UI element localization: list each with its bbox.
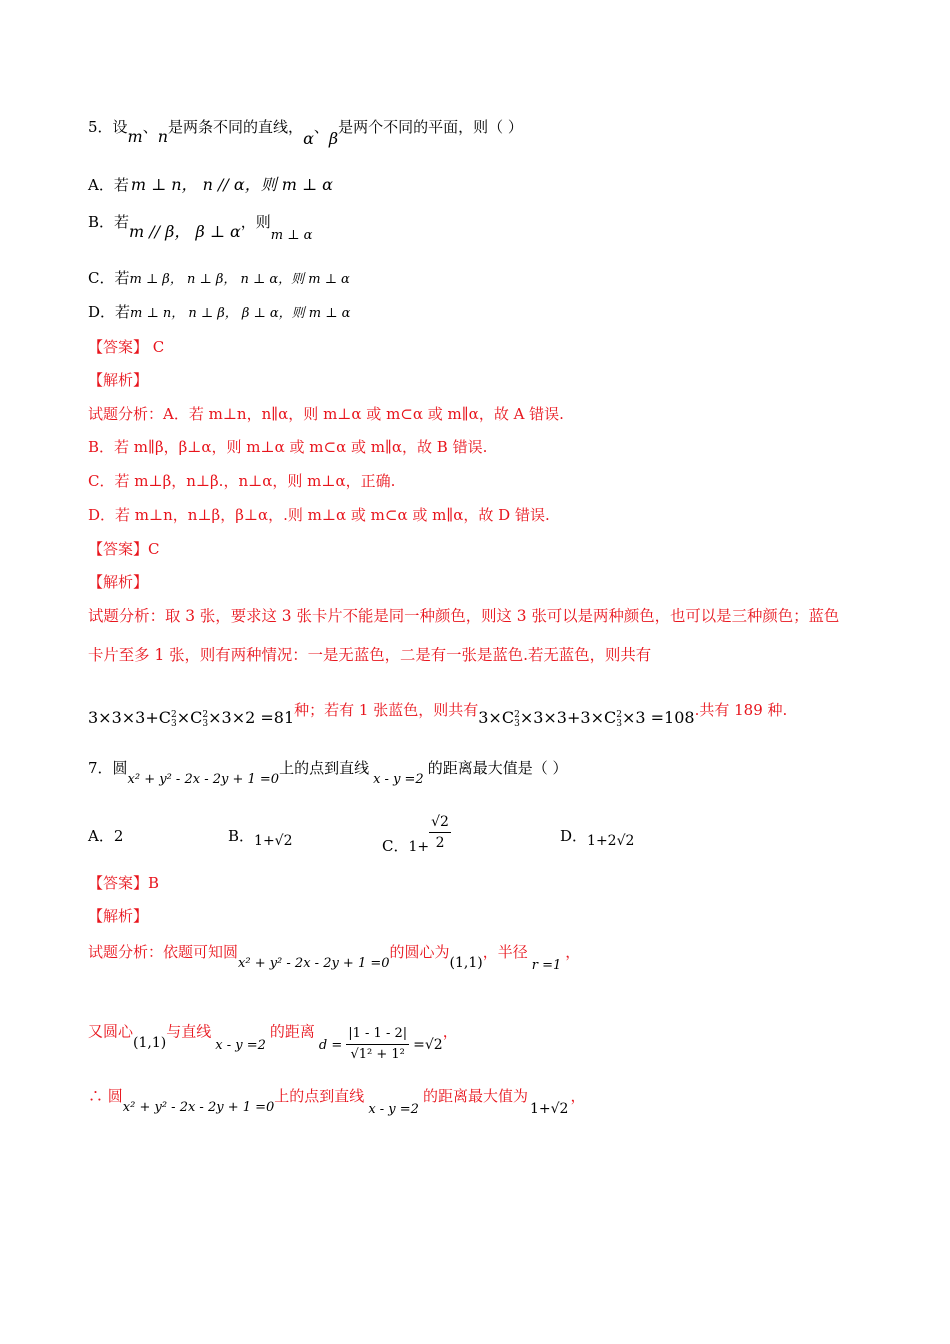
q7-text2: 的距离最大值是（ ） xyxy=(427,759,568,777)
answer-label: 【答案】 xyxy=(88,874,149,892)
text: ， xyxy=(570,1087,586,1105)
q7-option-b xyxy=(228,825,293,849)
q5-analysis-4: D．若 m⊥n，n⊥β，β⊥α，.则 m⊥α 或 m⊂α 或 m∥α，故 D 错误. xyxy=(88,506,550,524)
q7-number: 7．圆 xyxy=(88,759,128,777)
option-math: m // β， β ⊥ α xyxy=(129,222,241,241)
formula-part: ×3 =108 xyxy=(621,708,695,727)
option-math: m ⊥ n， n // α，则 m ⊥ α xyxy=(130,175,333,194)
formula-part: ×C xyxy=(176,708,203,727)
sub: 3 xyxy=(616,719,622,729)
text: 的距离最大值为 xyxy=(422,1087,528,1105)
text: 试题分析：依题可知圆 xyxy=(88,943,239,961)
formula-1 xyxy=(88,708,294,727)
sup: 2 xyxy=(202,710,209,720)
q6-analysis-2: 卡片至多 1 张，则有两种情况：一是无蓝色，二是有一张是蓝色.若无蓝色，则共有 xyxy=(88,646,652,664)
option-math: 1+2√2 xyxy=(587,833,635,849)
answer-value: C xyxy=(148,540,160,558)
radius: r =1 xyxy=(531,958,562,973)
option-label: C．若 xyxy=(88,269,130,287)
answer-label: 【答案】 xyxy=(88,338,149,356)
formula-part: ×3×2 =81 xyxy=(208,708,295,727)
q5-option-c xyxy=(88,268,350,290)
q5-answer xyxy=(88,337,164,357)
text: 的距离 xyxy=(269,1022,315,1041)
denominator: 2 xyxy=(435,835,445,851)
q5-analysis-label: 【解析】 xyxy=(88,371,149,389)
option-label: A．若 xyxy=(88,176,129,194)
sub: 3 xyxy=(171,719,177,729)
q5-analysis-2: B．若 m∥β，β⊥α，则 m⊥α 或 m⊂α 或 m∥α，故 B 错误. xyxy=(88,438,488,456)
distance-result: =√2 xyxy=(413,1036,443,1053)
answer-value: B xyxy=(148,874,160,892)
formula-part: 3×3×3+C xyxy=(88,708,171,727)
line-equation: x - y =2 xyxy=(368,1102,419,1117)
text: ， xyxy=(565,943,581,961)
option-label: D．若 xyxy=(88,303,131,321)
q5-option-d xyxy=(88,302,350,324)
q6-text-end: .共有 189 种. xyxy=(694,701,788,719)
sep: 、 xyxy=(142,118,158,136)
q5-number: 5．设 xyxy=(88,118,128,136)
option-text: ，则 xyxy=(240,213,271,231)
denominator: √1² + 1² xyxy=(350,1047,405,1062)
q7-text1: 上的点到直线 xyxy=(279,759,370,777)
option-math: 1+ xyxy=(408,838,430,855)
var-alpha: α xyxy=(303,129,314,148)
q5-option-b xyxy=(88,212,313,243)
q7-analysis-3 xyxy=(88,1086,586,1117)
q5-text1: 是两条不同的直线， xyxy=(168,118,304,136)
q5-analysis-1: 试题分析：A．若 m⊥n，n∥α，则 m⊥α 或 m⊂α 或 m∥α，故 A 错误. xyxy=(88,405,564,423)
sep: 、 xyxy=(313,118,329,136)
line-equation: x - y =2 xyxy=(215,1037,266,1053)
formula-part: ×3×3+3×C xyxy=(519,708,617,727)
circle-equation: x² + y² - 2x - 2y + 1 =0 xyxy=(238,956,390,971)
var-n: n xyxy=(157,127,169,146)
q6-text-mid: 种；若有 1 张蓝色，则共有 xyxy=(294,701,479,719)
formula-part: 3×C xyxy=(478,708,515,727)
q7-analysis-1 xyxy=(88,942,581,973)
q5-stem xyxy=(88,117,523,148)
option-label: D． xyxy=(560,827,588,845)
text: 上的点到直线 xyxy=(274,1087,365,1105)
q5-analysis-3: C．若 m⊥β，n⊥β.，n⊥α，则 m⊥α，正确. xyxy=(88,472,396,490)
sup: 2 xyxy=(171,710,177,720)
max-distance: 1+√2 xyxy=(529,1101,569,1117)
sub: 3 xyxy=(202,719,209,729)
circle-equation: x² + y² - 2x - 2y + 1 =0 xyxy=(122,1100,275,1115)
formula-2 xyxy=(478,708,694,727)
q7-option-a: A．2 xyxy=(88,827,124,845)
q5-option-a xyxy=(88,175,333,195)
q6-analysis-label: 【解析】 xyxy=(88,573,149,591)
q6-analysis-1: 试题分析：取 3 张，要求这 3 张卡片不能是同一种颜色，则这 3 张可以是两种颜色，也可以是三种颜色；蓝色 xyxy=(88,607,840,625)
option-math: 1+√2 xyxy=(254,833,293,849)
sup: 2 xyxy=(616,710,622,720)
center-point: (1,1) xyxy=(133,1034,167,1051)
text: ， xyxy=(442,1022,458,1041)
sub: 3 xyxy=(514,719,520,729)
option-label: C． xyxy=(382,836,409,855)
numerator: |1 - 1 - 2| xyxy=(346,1024,409,1045)
text: 与直线 xyxy=(166,1022,212,1041)
line-equation: x - y =2 xyxy=(373,772,424,787)
text: ∴ 圆 xyxy=(88,1087,123,1105)
text: 又圆心 xyxy=(88,1022,134,1041)
q7-option-c xyxy=(382,812,451,853)
answer-label: 【答案】 xyxy=(88,540,149,558)
var-m: m xyxy=(127,127,143,146)
q6-answer xyxy=(88,539,160,559)
q7-analysis-2 xyxy=(88,1012,458,1062)
circle-equation: x² + y² - 2x - 2y + 1 =0 xyxy=(127,772,280,787)
option-math: m ⊥ n， n ⊥ β， β ⊥ α，则 m ⊥ α xyxy=(130,306,351,321)
q7-answer xyxy=(88,873,159,893)
option-label: B．若 xyxy=(88,213,130,231)
q5-text2: 是两个不同的平面，则（ ） xyxy=(338,118,523,136)
var-beta: β xyxy=(328,129,339,148)
answer-value: C xyxy=(152,338,165,356)
q7-stem xyxy=(88,758,568,787)
sup: 2 xyxy=(514,710,520,720)
text: 的圆心为 xyxy=(389,943,450,961)
numerator: √2 xyxy=(429,812,451,833)
q6-formula-line xyxy=(88,700,788,729)
distance-fraction xyxy=(346,1024,409,1065)
option-label: B． xyxy=(228,827,255,845)
option-math: m ⊥ α xyxy=(270,228,313,243)
q7-analysis-label: 【解析】 xyxy=(88,907,149,925)
text: ，半径 xyxy=(482,943,528,961)
option-fraction xyxy=(429,812,451,853)
q7-option-d xyxy=(560,825,635,849)
option-math: m ⊥ β， n ⊥ β， n ⊥ α，则 m ⊥ α xyxy=(129,272,350,287)
center-point: (1,1) xyxy=(449,955,483,971)
distance-var: d = xyxy=(318,1037,343,1053)
